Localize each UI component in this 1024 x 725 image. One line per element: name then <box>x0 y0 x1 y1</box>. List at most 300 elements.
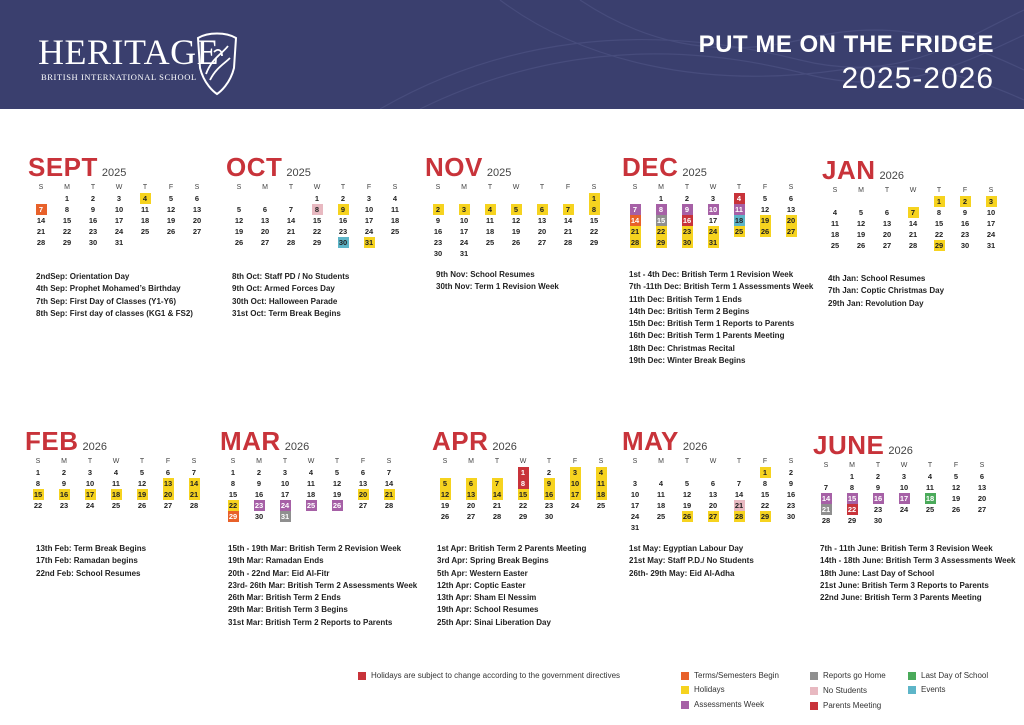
day-cell <box>822 196 848 207</box>
day-cell <box>226 226 252 237</box>
day-number: 14 <box>908 219 918 228</box>
month-oct <box>226 152 408 248</box>
day-number: 22 <box>656 227 666 236</box>
weekday-label: M <box>61 458 67 465</box>
day-cell <box>969 493 995 504</box>
weekday-label: T <box>494 458 500 465</box>
day-number: 5 <box>858 208 864 217</box>
day-cell <box>220 511 246 522</box>
day-cell <box>106 226 132 237</box>
day-number: 3 <box>116 194 122 203</box>
day-cell <box>622 193 648 204</box>
day-number: 20 <box>786 216 796 225</box>
day-cell <box>51 489 77 500</box>
day-cell <box>220 478 246 489</box>
day-cell <box>129 478 155 489</box>
day-number: 22 <box>760 501 770 510</box>
day-number: 27 <box>163 501 173 510</box>
day-cell <box>529 248 555 259</box>
weekday-label: T <box>684 184 690 191</box>
day-cell <box>813 471 839 482</box>
day-cell <box>304 226 330 237</box>
legend-events-text: Events <box>921 685 946 694</box>
day-number: 19 <box>137 490 147 499</box>
day-cell <box>839 482 865 493</box>
month-nov <box>425 152 607 259</box>
day-cell <box>425 193 451 204</box>
day-cell <box>588 489 614 500</box>
day-cell <box>848 196 874 207</box>
day-cell <box>54 204 80 215</box>
day-number: 21 <box>821 505 831 514</box>
day-number: 9 <box>61 479 67 488</box>
weekday-label: M <box>64 184 70 191</box>
day-cell <box>382 215 408 226</box>
calendar-grid <box>432 456 614 522</box>
day-number: 15 <box>228 490 238 499</box>
month-apr <box>432 426 614 522</box>
weekday-label: T <box>282 458 288 465</box>
day-cell <box>484 489 510 500</box>
day-cell <box>865 471 891 482</box>
day-cell <box>648 511 674 522</box>
day-number: 14 <box>734 490 744 499</box>
day-number: 23 <box>786 501 796 510</box>
day-cell <box>822 229 848 240</box>
legend-reports <box>810 671 886 680</box>
weekday-label: F <box>565 184 571 191</box>
day-cell <box>848 218 874 229</box>
day-number: 19 <box>166 216 176 225</box>
month-sept <box>28 152 210 248</box>
day-number: 8 <box>589 204 600 215</box>
day-number: 30 <box>88 238 98 247</box>
weekday-label: T <box>142 184 148 191</box>
day-number: 4 <box>140 193 151 204</box>
day-cell <box>51 478 77 489</box>
day-number: 26 <box>511 238 521 247</box>
day-cell <box>477 204 503 215</box>
day-cell <box>103 478 129 489</box>
day-cell <box>555 204 581 215</box>
day-cell <box>425 248 451 259</box>
day-cell <box>622 226 648 237</box>
day-cell <box>726 215 752 226</box>
day-cell <box>184 226 210 237</box>
day-cell <box>943 515 969 526</box>
day-cell <box>874 229 900 240</box>
day-cell <box>622 204 648 215</box>
logo-subtitle: BRITISH INTERNATIONAL SCHOOL <box>41 72 197 82</box>
day-cell <box>891 504 917 515</box>
day-cell <box>648 237 674 248</box>
day-cell <box>432 489 458 500</box>
legend-no-students-text: No Students <box>823 686 868 695</box>
day-number: 21 <box>908 230 918 239</box>
day-number: 4 <box>658 479 664 488</box>
day-number: 9 <box>962 208 968 217</box>
day-number: 17 <box>85 490 95 499</box>
day-cell <box>978 240 1004 251</box>
no-students-swatch <box>810 687 818 695</box>
day-number: 16 <box>786 490 796 499</box>
day-number: 7 <box>191 468 197 477</box>
day-cell <box>536 478 562 489</box>
day-cell <box>529 215 555 226</box>
event-item: 7th Jan: Coptic Christmas Day <box>828 286 945 296</box>
day-number: 15 <box>312 216 322 225</box>
weekday-label: T <box>334 458 340 465</box>
day-cell <box>132 215 158 226</box>
day-number: 18 <box>656 501 666 510</box>
day-cell <box>272 478 298 489</box>
month-name: FEB <box>25 426 79 456</box>
day-cell <box>943 482 969 493</box>
day-cell <box>778 511 804 522</box>
calendar-grid <box>25 456 207 511</box>
day-number: 30 <box>960 241 970 250</box>
day-number: 31 <box>708 238 718 247</box>
day-number: 24 <box>570 501 580 510</box>
day-cell <box>129 489 155 500</box>
weekday-label: S <box>191 458 197 465</box>
events-may <box>629 543 809 580</box>
day-cell <box>458 489 484 500</box>
weekday-label: T <box>90 184 96 191</box>
day-cell <box>562 467 588 478</box>
day-number: 19 <box>760 216 770 225</box>
day-number: 29 <box>934 241 944 250</box>
day-cell <box>246 467 272 478</box>
day-cell <box>304 204 330 215</box>
weekday-label: M <box>849 462 855 469</box>
day-number: 20 <box>163 490 173 499</box>
day-cell <box>77 500 103 511</box>
day-number: 25 <box>306 501 316 510</box>
month-header <box>25 426 207 456</box>
day-number: 28 <box>492 512 502 521</box>
day-cell <box>451 226 477 237</box>
day-cell <box>484 511 510 522</box>
day-cell <box>220 489 246 500</box>
day-number: 12 <box>137 479 147 488</box>
events-apr <box>437 543 622 629</box>
day-number: 12 <box>332 479 342 488</box>
day-number: 22 <box>518 501 528 510</box>
day-cell <box>969 471 995 482</box>
event-item: 16th Dec: British Term 1 Parents Meeting <box>629 331 785 341</box>
day-number: 12 <box>760 205 770 214</box>
day-number: 13 <box>537 216 547 225</box>
event-item: 4th Jan: School Resumes <box>828 274 926 283</box>
event-item: 11th Dec: British Term 1 Ends <box>629 294 742 304</box>
weekday-label: T <box>487 184 493 191</box>
day-cell <box>562 489 588 500</box>
day-number: 28 <box>286 238 296 247</box>
month-dec <box>622 152 804 248</box>
day-cell <box>272 467 298 478</box>
day-cell <box>304 215 330 226</box>
day-cell <box>674 489 700 500</box>
day-number: 9 <box>682 204 693 215</box>
month-year: 2025 <box>486 167 512 179</box>
day-number: 13 <box>163 479 173 488</box>
day-cell <box>839 515 865 526</box>
day-number: 10 <box>85 479 95 488</box>
month-year: 2025 <box>682 167 707 179</box>
day-cell <box>298 467 324 478</box>
day-cell <box>622 500 648 511</box>
calendar-grid <box>220 456 402 522</box>
day-cell <box>25 467 51 478</box>
month-header <box>28 152 210 182</box>
event-item: 13th Apr: Sham El Nessim <box>437 593 537 603</box>
day-number: 15 <box>760 490 770 499</box>
day-number: 23 <box>960 230 970 239</box>
day-number: 15 <box>33 490 43 499</box>
day-cell <box>917 515 943 526</box>
weekday-label: S <box>823 462 829 469</box>
day-cell <box>891 493 917 504</box>
day-cell <box>80 226 106 237</box>
day-cell <box>891 471 917 482</box>
day-number: 4 <box>734 193 745 204</box>
day-cell <box>622 215 648 226</box>
day-cell <box>622 478 648 489</box>
day-number: 19 <box>332 490 342 499</box>
day-cell <box>181 467 207 478</box>
day-number: 3 <box>632 479 638 488</box>
day-number: 20 <box>882 230 892 239</box>
day-number: 16 <box>88 216 98 225</box>
month-header <box>813 430 995 460</box>
day-cell <box>80 237 106 248</box>
day-cell <box>158 215 184 226</box>
month-name: SEPT <box>28 152 98 182</box>
day-cell <box>700 467 726 478</box>
day-cell <box>778 237 804 248</box>
day-number: 27 <box>882 241 892 250</box>
day-cell <box>917 471 943 482</box>
day-number: 16 <box>338 216 348 225</box>
day-cell <box>330 237 356 248</box>
day-cell <box>278 193 304 204</box>
day-cell <box>458 511 484 522</box>
day-number: 8 <box>230 479 236 488</box>
day-cell <box>778 478 804 489</box>
day-number: 5 <box>168 194 174 203</box>
day-number: 26 <box>332 501 342 510</box>
day-cell <box>874 240 900 251</box>
day-number: 7 <box>736 479 742 488</box>
day-number: 29 <box>656 238 666 247</box>
day-number: 2 <box>90 194 96 203</box>
day-number: 17 <box>280 490 290 499</box>
day-cell <box>252 215 278 226</box>
weekday-label: M <box>658 184 664 191</box>
weekday-label: T <box>884 187 890 194</box>
day-number: 22 <box>934 230 944 239</box>
day-cell <box>451 204 477 215</box>
day-cell <box>536 467 562 478</box>
day-cell <box>477 215 503 226</box>
day-number: 24 <box>280 501 290 510</box>
day-number: 6 <box>979 472 985 481</box>
day-number: 30 <box>544 512 554 521</box>
day-number: 18 <box>111 490 121 499</box>
day-number: 12 <box>951 483 961 492</box>
event-item: 8th Sep: First day of classes (KG1 & FS2) <box>36 308 193 318</box>
event-item: 25th Apr: Sinai Liberation Day <box>437 617 551 627</box>
day-cell <box>28 237 54 248</box>
day-number: 12 <box>440 490 450 499</box>
day-cell <box>917 482 943 493</box>
day-cell <box>674 478 700 489</box>
legend-holidays <box>681 685 725 694</box>
day-cell <box>106 193 132 204</box>
weekday-label: W <box>519 458 527 465</box>
day-number: 7 <box>386 468 392 477</box>
legend-events <box>908 685 945 694</box>
day-number: 1 <box>314 194 320 203</box>
day-cell <box>510 478 536 489</box>
day-number: 12 <box>511 216 521 225</box>
events-sept <box>36 271 226 320</box>
legend-terms <box>681 671 779 680</box>
day-cell <box>324 478 350 489</box>
event-item: 29th Mar: British Term 3 Begins <box>228 605 348 615</box>
day-cell <box>648 500 674 511</box>
day-cell <box>451 248 477 259</box>
day-cell <box>813 493 839 504</box>
day-number: 21 <box>384 490 394 499</box>
day-number: 3 <box>710 194 716 203</box>
day-number: 31 <box>114 238 124 247</box>
event-item: 18th June: Last Day of School <box>820 568 935 578</box>
holidays-swatch <box>681 686 689 694</box>
day-number: 29 <box>518 512 528 521</box>
day-number: 22 <box>312 227 322 236</box>
event-item: 30th Oct: Halloween Parade <box>232 296 338 306</box>
day-cell <box>252 237 278 248</box>
day-cell <box>103 489 129 500</box>
day-number: 16 <box>254 490 264 499</box>
legend-parents <box>810 701 881 710</box>
day-number: 10 <box>708 205 718 214</box>
day-number: 5 <box>684 479 690 488</box>
day-cell <box>158 226 184 237</box>
month-header <box>822 155 1004 185</box>
day-cell <box>77 489 103 500</box>
weekday-label: T <box>927 462 933 469</box>
day-cell <box>752 478 778 489</box>
day-number: 3 <box>901 472 907 481</box>
day-cell <box>726 500 752 511</box>
day-number: 20 <box>466 501 476 510</box>
day-cell <box>969 515 995 526</box>
day-number: 2 <box>256 468 262 477</box>
day-number: 3 <box>459 204 470 215</box>
month-june <box>813 430 995 526</box>
day-cell <box>978 196 1004 207</box>
day-number: 6 <box>165 468 171 477</box>
day-cell <box>952 207 978 218</box>
legend-last-day-text: Last Day of School <box>921 671 989 680</box>
day-number: 30 <box>254 512 264 521</box>
weekday-label: T <box>684 458 690 465</box>
day-cell <box>278 204 304 215</box>
event-item: 22nd Feb: School Resumes <box>36 568 141 578</box>
day-cell <box>278 237 304 248</box>
day-cell <box>726 226 752 237</box>
day-number: 2 <box>433 204 444 215</box>
day-number: 13 <box>977 483 987 492</box>
day-number: 6 <box>884 208 890 217</box>
day-cell <box>581 204 607 215</box>
day-cell <box>477 193 503 204</box>
day-cell <box>425 215 451 226</box>
day-number: 8 <box>656 204 667 215</box>
event-item: 29th Jan: Revolution Day <box>828 298 924 308</box>
day-number: 23 <box>338 227 348 236</box>
day-cell <box>324 511 350 522</box>
month-year: 2025 <box>286 167 311 179</box>
day-number: 4 <box>308 468 314 477</box>
day-number: 20 <box>192 216 202 225</box>
day-number: 18 <box>596 490 606 499</box>
day-number: 13 <box>192 205 202 214</box>
weekday-label: T <box>936 187 942 194</box>
day-cell <box>917 493 943 504</box>
day-cell <box>700 226 726 237</box>
day-number: 21 <box>630 227 640 236</box>
weekday-label: T <box>87 458 93 465</box>
day-cell <box>700 511 726 522</box>
day-cell <box>220 500 246 511</box>
month-jan <box>822 155 1004 251</box>
legend-no-students <box>810 686 867 695</box>
weekday-label: S <box>230 458 236 465</box>
day-cell <box>25 489 51 500</box>
day-number: 27 <box>260 238 270 247</box>
day-cell <box>622 237 648 248</box>
day-cell <box>278 215 304 226</box>
day-number: 23 <box>433 238 443 247</box>
day-number: 7 <box>630 204 641 215</box>
day-number: 5 <box>953 472 959 481</box>
day-cell <box>298 511 324 522</box>
day-number: 7 <box>288 205 294 214</box>
day-number: 1 <box>64 194 70 203</box>
day-cell <box>484 478 510 489</box>
day-number: 21 <box>286 227 296 236</box>
calendar-grid <box>813 460 995 526</box>
day-number: 31 <box>986 241 996 250</box>
day-number: 8 <box>762 479 768 488</box>
parents-meeting-swatch <box>810 702 818 710</box>
day-cell <box>562 500 588 511</box>
day-number: 9 <box>875 483 881 492</box>
day-cell <box>674 226 700 237</box>
day-number: 25 <box>140 227 150 236</box>
day-cell <box>555 226 581 237</box>
weekday-label: T <box>736 184 742 191</box>
weekday-label: M <box>256 458 262 465</box>
day-number: 25 <box>925 505 935 514</box>
day-cell <box>77 467 103 478</box>
day-cell <box>674 215 700 226</box>
day-cell <box>978 207 1004 218</box>
